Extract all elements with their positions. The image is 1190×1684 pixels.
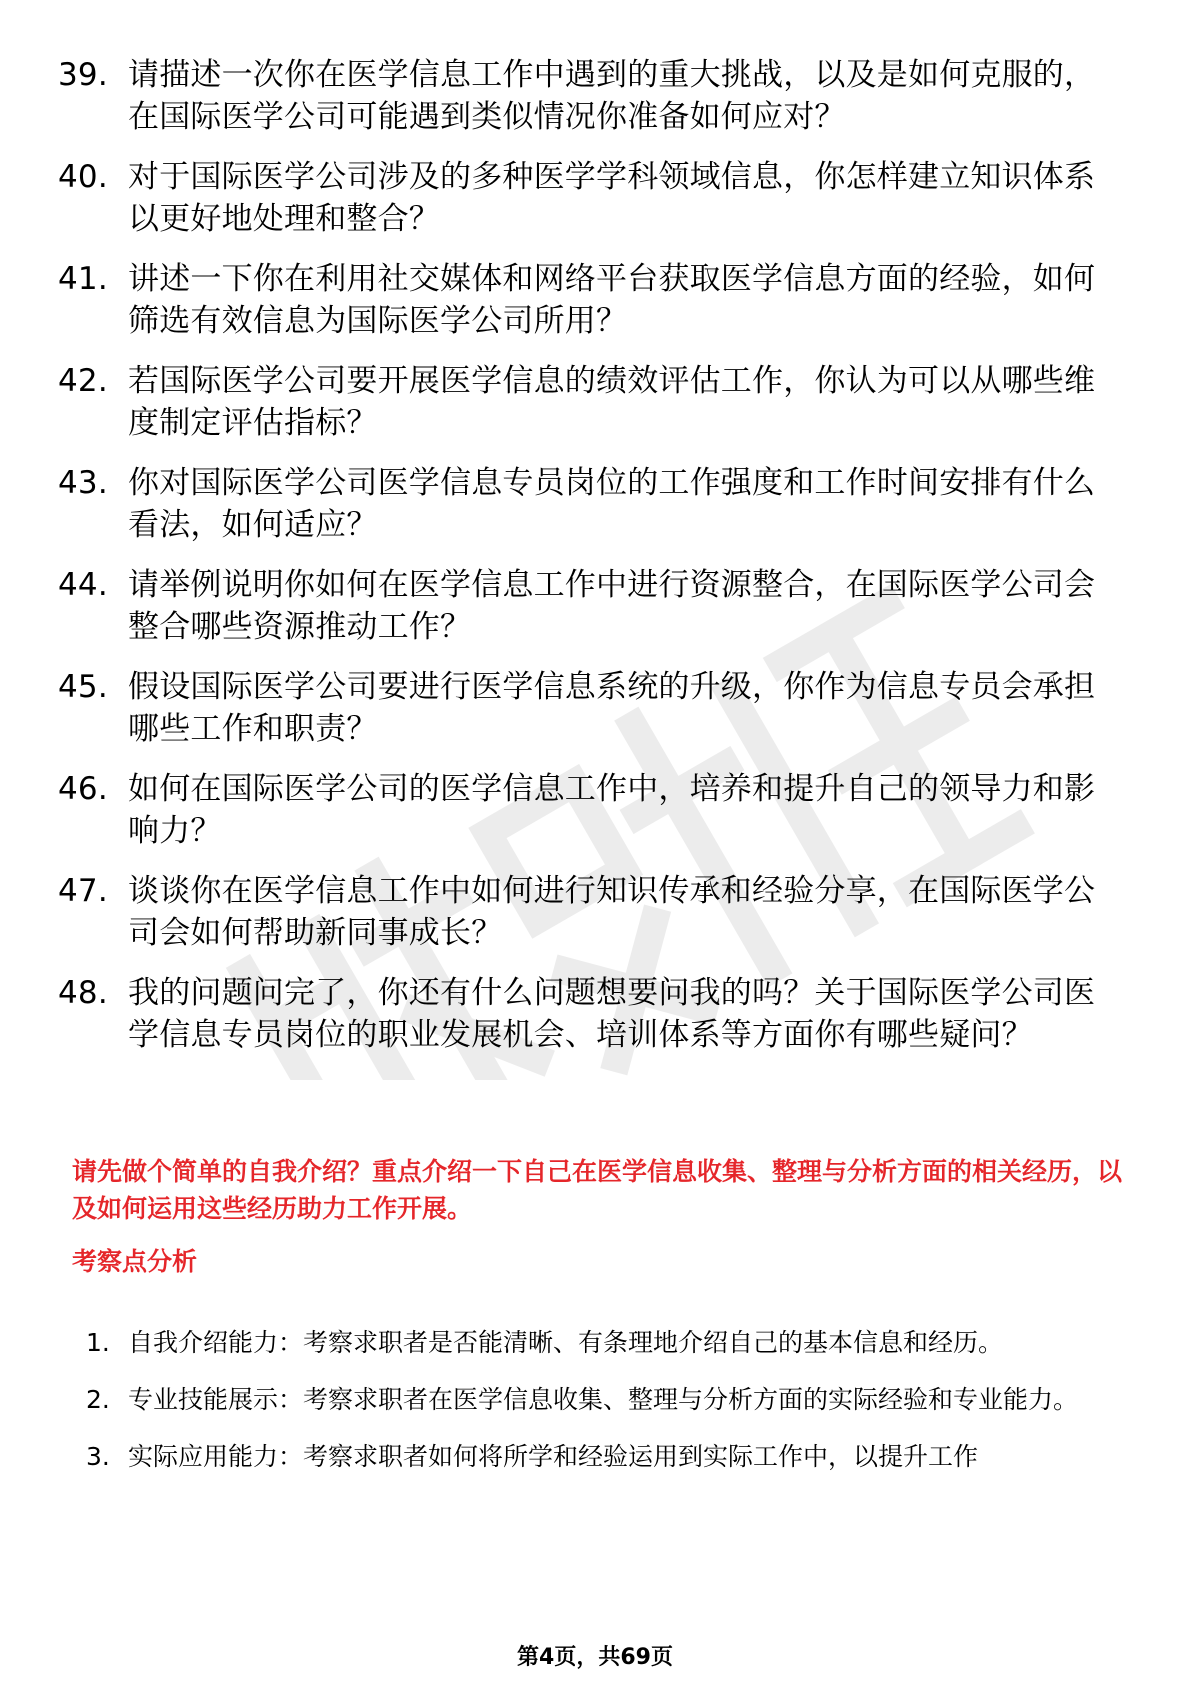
question-number: 44. bbox=[58, 567, 108, 603]
question-number: 40. bbox=[58, 159, 108, 195]
question-item bbox=[58, 870, 1118, 954]
question-text: 谈谈你在医学信息工作中如何进行知识传承和经验分享，在国际医学公司会如何帮助新同事成长？ bbox=[128, 873, 1096, 951]
question-item bbox=[58, 768, 1118, 852]
question-item bbox=[58, 54, 1118, 138]
question-text: 我的问题问完了，你还有什么问题想要问我的吗？关于国际医学公司医学信息专员岗位的职业发展机会、培训体系等方面你有哪些疑问？ bbox=[128, 975, 1096, 1053]
question-text: 若国际医学公司要开展医学信息的绩效评估工作，你认为可以从哪些维度制定评估指标？ bbox=[128, 363, 1096, 441]
question-number: 48. bbox=[58, 975, 108, 1011]
analysis-item bbox=[86, 1314, 1121, 1371]
question-number: 43. bbox=[58, 465, 108, 501]
question-number: 46. bbox=[58, 771, 108, 807]
question-item bbox=[58, 258, 1118, 342]
analysis-item bbox=[86, 1371, 1121, 1428]
analysis-number: 2. bbox=[86, 1385, 110, 1414]
analysis-list bbox=[86, 1314, 1121, 1485]
question-text: 假设国际医学公司要进行医学信息系统的升级，你作为信息专员会承担哪些工作和职责？ bbox=[128, 669, 1096, 747]
question-number: 47. bbox=[58, 873, 108, 909]
question-item bbox=[58, 972, 1118, 1056]
analysis-text: 实际应用能力：考察求职者如何将所学和经验运用到实际工作中，以提升工作 bbox=[128, 1442, 979, 1471]
question-number: 42. bbox=[58, 363, 108, 399]
analysis-text: 专业技能展示：考察求职者在医学信息收集、整理与分析方面的实际经验和专业能力。 bbox=[128, 1385, 1079, 1414]
question-text: 请举例说明你如何在医学信息工作中进行资源整合，在国际医学公司会整合哪些资源推动工作？ bbox=[128, 567, 1096, 645]
analysis-text: 自我介绍能力：考察求职者是否能清晰、有条理地介绍自己的基本信息和经历。 bbox=[128, 1328, 1004, 1357]
question-list bbox=[58, 54, 1118, 1074]
question-number: 41. bbox=[58, 261, 108, 297]
analysis-number: 3. bbox=[86, 1442, 110, 1471]
question-item bbox=[58, 360, 1118, 444]
question-text: 你对国际医学公司医学信息专员岗位的工作强度和工作时间安排有什么看法，如何适应？ bbox=[128, 465, 1096, 543]
question-text: 如何在国际医学公司的医学信息工作中，培养和提升自己的领导力和影响力？ bbox=[128, 771, 1096, 849]
analysis-item bbox=[86, 1428, 1121, 1485]
question-item bbox=[58, 666, 1118, 750]
highlight-question: 请先做个简单的自我介绍？重点介绍一下自己在医学信息收集、整理与分析方面的相关经历，以及如何运用这些经历助力工作开展。 bbox=[72, 1157, 1123, 1223]
question-number: 45. bbox=[58, 669, 108, 705]
question-text: 请描述一次你在医学信息工作中遇到的重大挑战，以及是如何克服的，在国际医学公司可能遇到类似情况你准备如何应对？ bbox=[128, 57, 1096, 135]
question-item bbox=[58, 156, 1118, 240]
question-item bbox=[58, 564, 1118, 648]
analysis-number: 1. bbox=[86, 1328, 110, 1357]
analysis-title: 考察点分析 bbox=[72, 1247, 198, 1276]
page-footer: 第4页，共69页 bbox=[517, 1645, 673, 1670]
question-item bbox=[58, 462, 1118, 546]
question-text: 对于国际医学公司涉及的多种医学学科领域信息，你怎样建立知识体系以更好地处理和整合？ bbox=[128, 159, 1096, 237]
question-number: 39. bbox=[58, 57, 108, 93]
question-text: 讲述一下你在利用社交媒体和网络平台获取医学信息方面的经验，如何筛选有效信息为国际医学公司所用？ bbox=[128, 261, 1096, 339]
